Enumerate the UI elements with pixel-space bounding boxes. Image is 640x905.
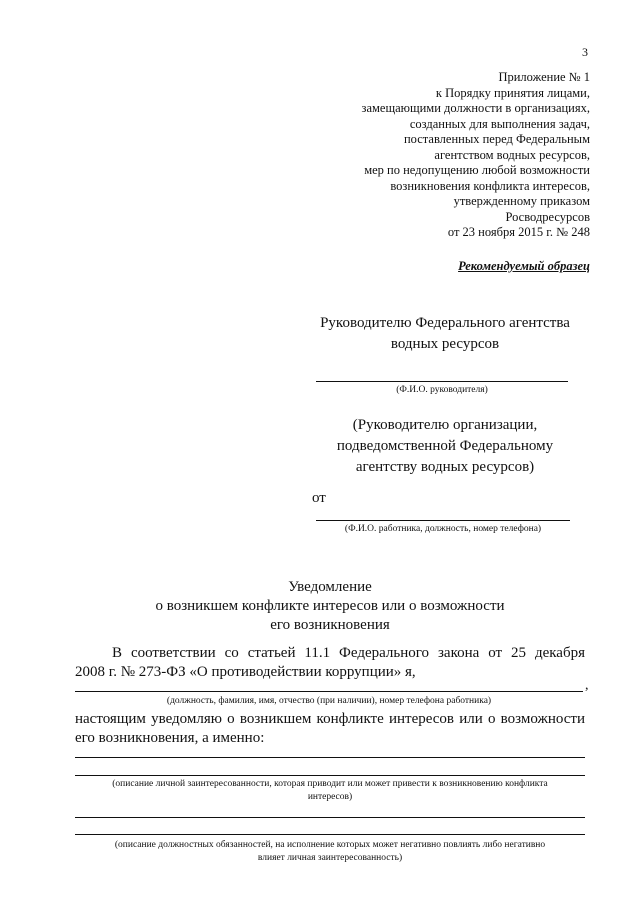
interest-caption-line-1: (описание личной заинтересованности, которая приводит или может привести к возникновению конфликта xyxy=(112,779,548,789)
duties-field-line-1[interactable] xyxy=(75,817,585,818)
body-paragraph-2-line-1: настоящим уведомляю о возникшем конфликте интересов или о возможности xyxy=(75,711,585,727)
interest-field-line-1[interactable] xyxy=(75,757,585,758)
appendix-line: замещающими должности в организациях, xyxy=(361,101,590,115)
interest-field-line-2[interactable] xyxy=(75,775,585,776)
duties-caption-line-2: влияет личная заинтересованность) xyxy=(257,853,403,863)
title-line: его возникновения xyxy=(270,617,390,633)
appendix-line: утвержденному приказом xyxy=(453,194,590,208)
body-paragraph-1-line-2: 2008 г. № 273-ФЗ «О противодействии коррупции» я, xyxy=(75,664,416,680)
addressee-org-line: агентству водных ресурсов) xyxy=(355,459,535,475)
sender-field[interactable] xyxy=(316,520,570,521)
duties-field-line-2[interactable] xyxy=(75,834,585,835)
appendix-line: поставленных перед Федеральным xyxy=(403,132,590,146)
sender-caption: (Ф.И.О. работника, должность, номер телефона) xyxy=(344,524,542,534)
appendix-line: созданных для выполнения задач, xyxy=(409,116,590,131)
title-line: о возникшем конфликте интересов или о возможности xyxy=(155,598,505,614)
body-paragraph-2-line-2: его возникновения, а именно: xyxy=(75,730,265,746)
addressee-org-line: (Руководителю организации, xyxy=(352,417,538,433)
appendix-line: Росводресурсов xyxy=(505,209,590,224)
addressee-head-line: Руководителю Федерального агентства xyxy=(320,315,570,331)
addressee-head-line: водных ресурсов xyxy=(390,336,500,352)
addressee-head xyxy=(280,313,610,355)
appendix-header xyxy=(290,70,590,241)
addressee-org-line: подведомственной Федеральному xyxy=(336,438,554,454)
appendix-line: возникновения конфликта интересов, xyxy=(390,178,590,193)
addressee-org xyxy=(280,415,610,478)
appendix-line: от 23 ноября 2015 г. № 248 xyxy=(447,225,590,239)
body-paragraph-1-line-1: В соответствии со статьей 11.1 Федерального закона от 25 декабря xyxy=(112,645,585,661)
sample-label: Рекомендуемый образец xyxy=(458,259,590,273)
employee-field[interactable] xyxy=(75,691,583,692)
head-name-caption: (Ф.И.О. руководителя) xyxy=(396,385,488,395)
appendix-line: агентством водных ресурсов, xyxy=(434,147,590,162)
interest-caption-line-2: интересов) xyxy=(307,792,353,802)
duties-caption-line-1: (описание должностных обязанностей, на исполнение которых может негативно повлиять либо негативно xyxy=(114,840,546,850)
head-name-field[interactable] xyxy=(316,381,568,382)
employee-caption: (должность, фамилия, имя, отчество (при наличии), номер телефона работника) xyxy=(166,696,492,706)
appendix-line: к Порядку принятия лицами, xyxy=(435,85,590,100)
employee-field-comma: , xyxy=(585,678,589,693)
appendix-line: мер по недопущению любой возможности xyxy=(364,163,590,177)
from-label: от xyxy=(312,490,326,506)
document-title xyxy=(90,578,570,635)
page-number: 3 xyxy=(582,45,588,59)
title-line: Уведомление xyxy=(288,579,372,595)
appendix-line: Приложение № 1 xyxy=(498,70,590,84)
